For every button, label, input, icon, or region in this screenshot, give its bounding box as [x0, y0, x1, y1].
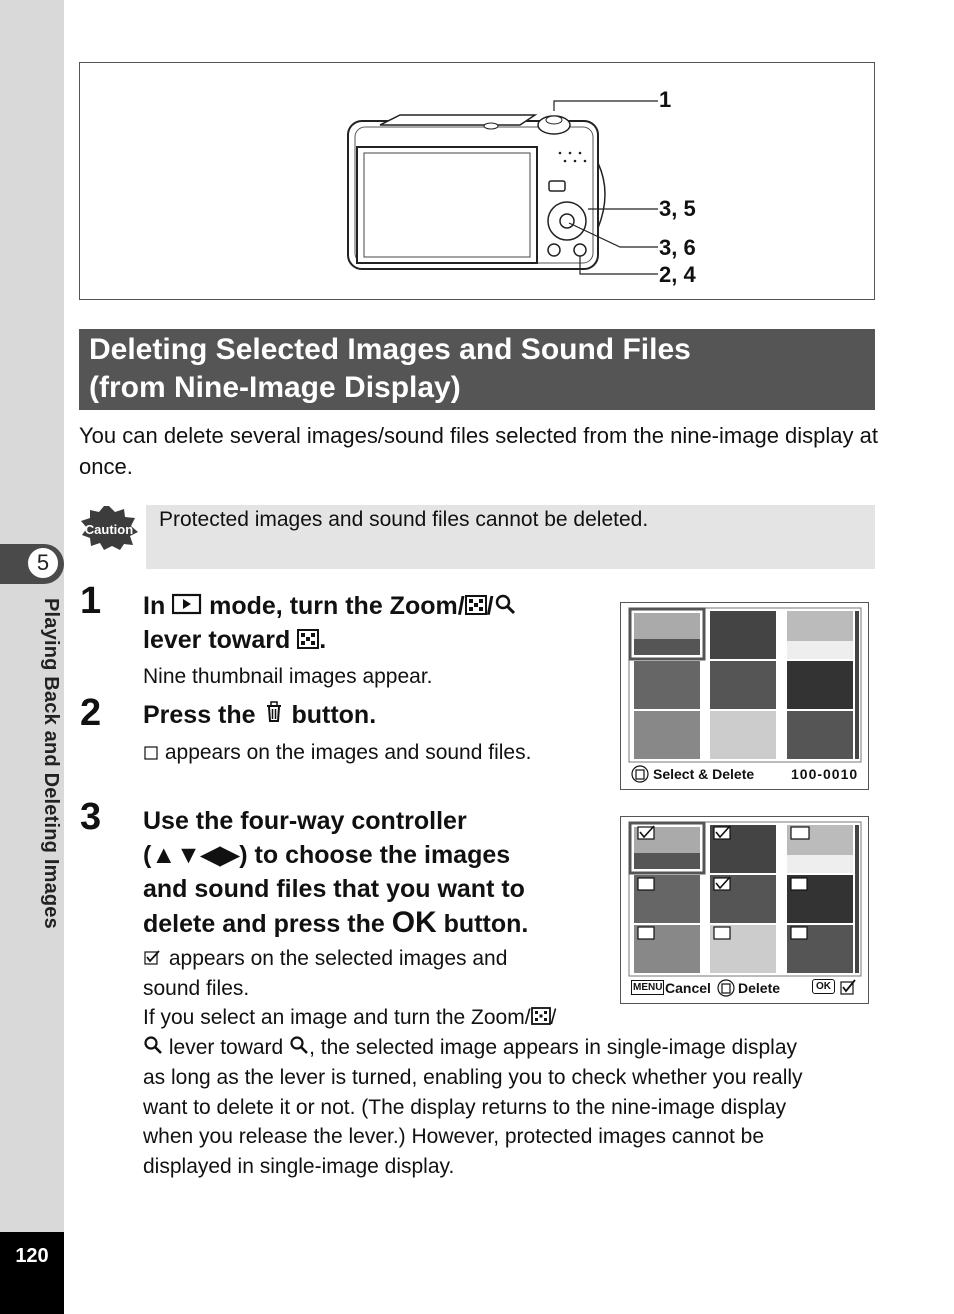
magnify-icon	[143, 1034, 163, 1064]
step-2-heading: Press the button.	[143, 699, 376, 733]
status-file-number: 100-0010	[791, 766, 859, 782]
magnify-icon	[289, 1034, 309, 1064]
step-1-body: Nine thumbnail images appear.	[143, 665, 433, 688]
step-3-body: appears on the selected images and sound files.	[143, 944, 603, 1003]
trash-icon	[630, 765, 650, 788]
step-2-body: appears on the images and sound files.	[143, 738, 531, 768]
playback-icon	[172, 591, 202, 624]
callout-controller: 3, 5	[659, 196, 696, 221]
section-title-line2: (from Nine-Image Display)	[89, 371, 461, 404]
status-select-delete: Select & Delete	[653, 766, 755, 782]
caution-icon	[80, 506, 138, 555]
screen-nine-image-display	[620, 602, 869, 790]
caution-box	[146, 505, 875, 569]
thumbnail-grid-selected	[621, 817, 870, 1005]
grid-icon	[297, 625, 319, 658]
checkbox-checked-icon	[143, 945, 163, 974]
camera-illustration	[80, 63, 876, 301]
screen-select-images	[620, 816, 869, 1004]
callout-ok-button: 3, 6	[659, 235, 696, 260]
ok-icon: OK	[391, 906, 437, 939]
step-3-heading: Use the four-way controller (▲▼◀▶) to choose the images and sound files that you want to delete and press the OK button.	[143, 807, 529, 939]
thumbnail-grid	[621, 603, 870, 791]
svg-text:Caution: Caution	[84, 522, 134, 537]
checkbox-checked-icon	[839, 978, 857, 1001]
step-1-heading: In mode, turn the Zoom/ / lever toward .	[143, 590, 593, 658]
intro-text: You can delete several images/sound files selected from the nine-image display at once.	[79, 423, 878, 479]
step-3-paragraph: If you select an image and turn the Zoom/ / lever toward , the selected image appears in single-image display as long as the lever is turned, enabling you to check whether you really want to delete it or not. (The display returns to the nine-image display when you release the lever.) However, protected images cannot be displayed in single-image display.	[143, 1003, 878, 1181]
magnify-icon	[494, 591, 516, 624]
callout-shutter: 1	[659, 87, 672, 112]
grid-icon	[465, 591, 487, 624]
status-cancel: Cancel	[665, 980, 711, 996]
menu-key-icon: MENU	[633, 982, 663, 993]
callout-delete-button: 2, 4	[659, 262, 696, 287]
caution-text: Protected images and sound files cannot be deleted.	[159, 508, 649, 531]
trash-icon	[716, 979, 736, 1002]
status-delete: Delete	[738, 980, 781, 996]
section-title	[79, 329, 875, 410]
trash-icon	[263, 700, 285, 733]
grid-icon	[531, 1004, 551, 1034]
chapter-number: 5	[26, 546, 60, 580]
page-number: 120	[0, 1232, 64, 1314]
camera-figure	[79, 62, 875, 300]
step-1-number: 1	[80, 580, 102, 622]
step-2-number: 2	[80, 692, 102, 734]
section-title-line1: Deleting Selected Images and Sound Files	[89, 333, 691, 366]
checkbox-empty-icon	[143, 739, 159, 768]
step-3-number: 3	[80, 796, 102, 838]
chapter-title: Playing Back and Deleting Images	[40, 598, 62, 929]
arrow-keys-icon: ▲▼◀▶	[151, 841, 240, 869]
ok-key-icon: OK	[812, 979, 835, 994]
